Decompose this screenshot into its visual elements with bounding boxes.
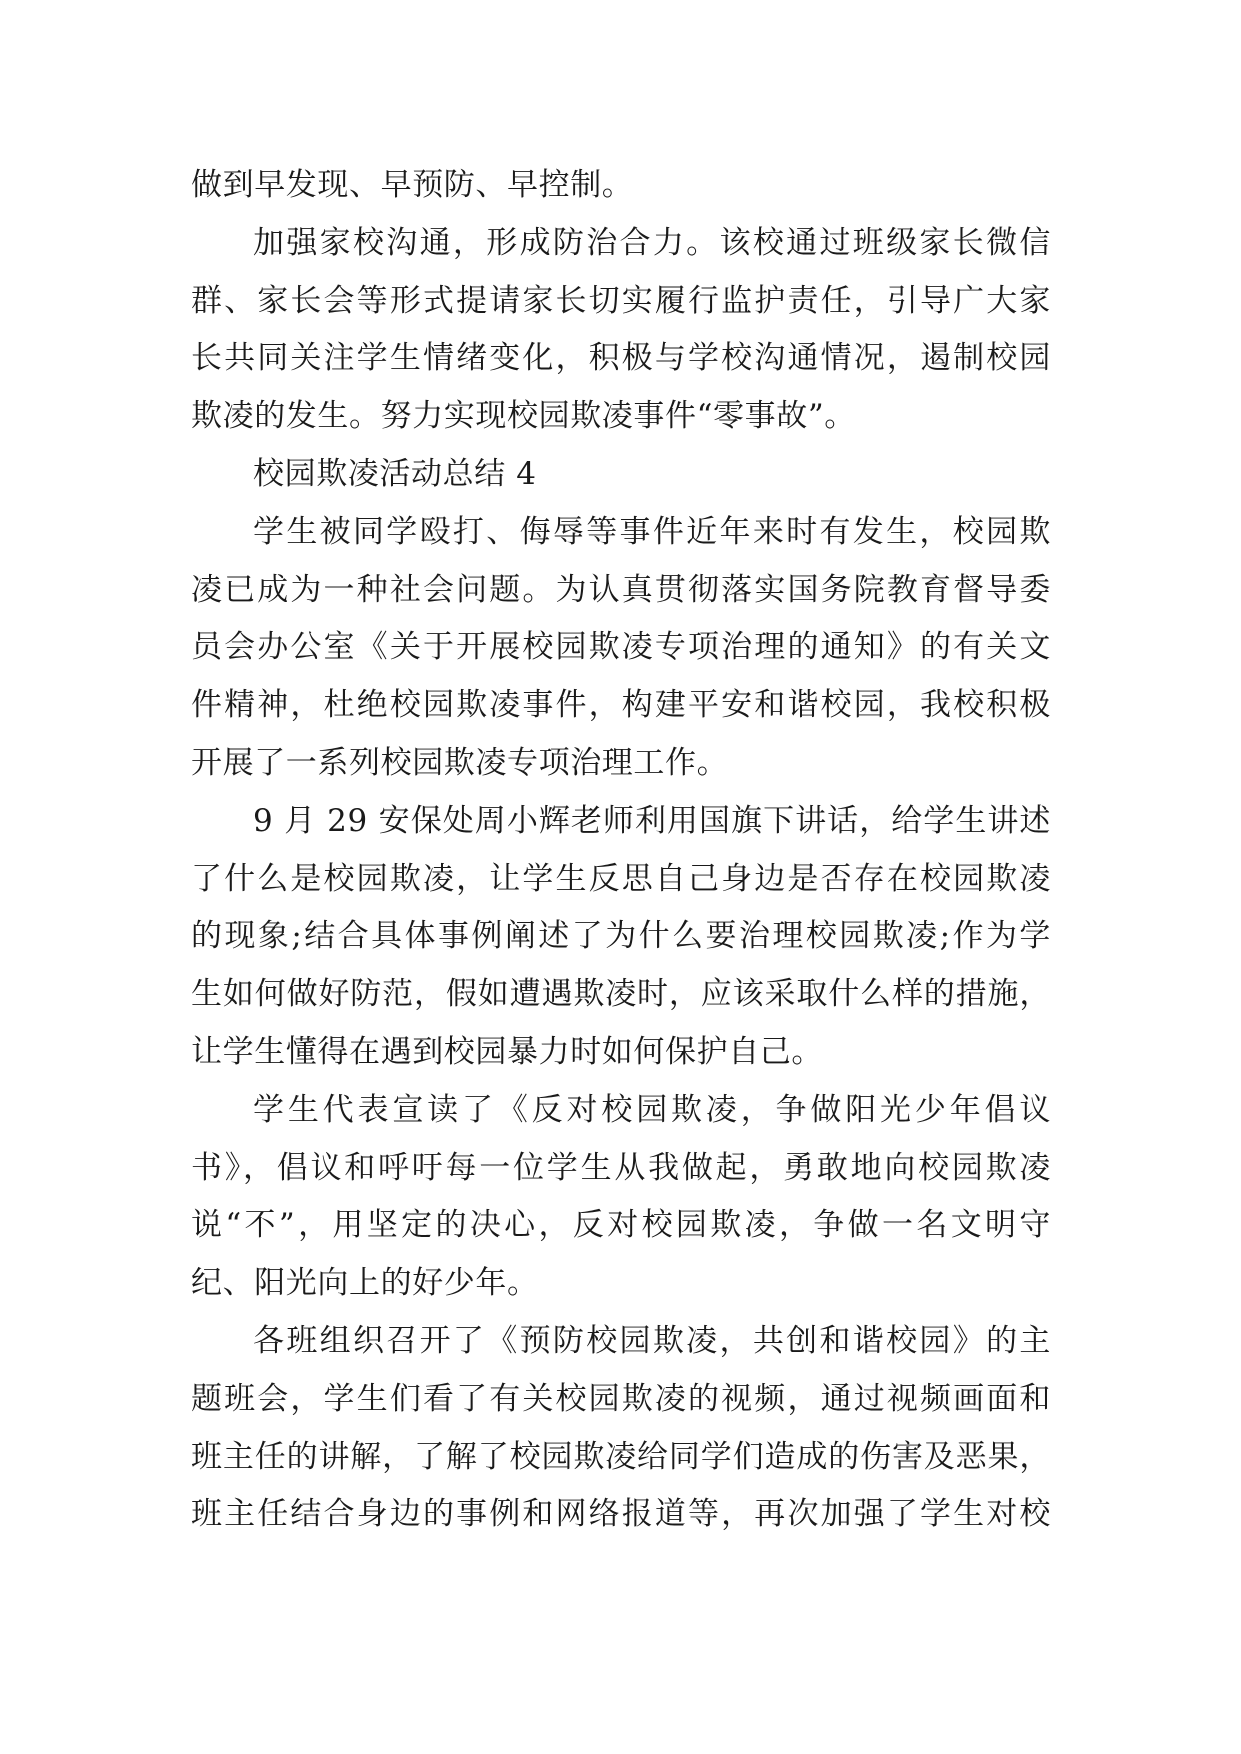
text-line: 加强家校沟通，形成防治合力。该校通过班级家长微信 — [253, 224, 1051, 261]
text-line: 说“不”，用坚定的决心，反对校园欺凌，争做一名文明守 — [191, 1207, 1051, 1244]
text-line: 开展了一系列校园欺凌专项治理工作。 — [191, 744, 729, 781]
text-line: 生如何做好防范，假如遭遇欺凌时，应该采取什么样的措施， — [191, 976, 1051, 1013]
text-line: 班主任的讲解，了解了校园欺凌给同学们造成的伤害及恶果， — [191, 1438, 1051, 1475]
text-line: 各班组织召开了《预防校园欺凌，共创和谐校园》的主 — [253, 1322, 1051, 1359]
text-line: 了什么是校园欺凌，让学生反思自己身边是否存在校园欺凌 — [191, 860, 1051, 897]
document-body — [191, 157, 1051, 1544]
text-line: 欺凌的发生。努力实现校园欺凌事件“零事故”。 — [191, 398, 856, 435]
text-line: 做到早发现、早预防、早控制。 — [191, 167, 634, 203]
text-line: 长共同关注学生情绪变化，积极与学校沟通情况，遏制校园 — [191, 340, 1051, 377]
text-line: 员会办公室《关于开展校园欺凌专项治理的通知》的有关文 — [191, 629, 1051, 666]
text-line: 书》，倡议和呼吁每一位学生从我做起，勇敢地向校园欺凌 — [191, 1149, 1051, 1186]
text-line: 班主任结合身边的事例和网络报道等，再次加强了学生对校 — [191, 1496, 1051, 1533]
text-line: 题班会，学生们看了有关校园欺凌的视频，通过视频画面和 — [191, 1380, 1051, 1417]
text-line: 凌已成为一种社会问题。为认真贯彻落实国务院教育督导委 — [191, 571, 1051, 608]
text-line: 件精神，杜绝校园欺凌事件，构建平安和谐校园，我校积极 — [191, 687, 1051, 724]
text-line: 9 月 29 安保处周小辉老师利用国旗下讲话，给学生讲述 — [253, 802, 1051, 839]
text-line: 的现象;结合具体事例阐述了为什么要治理校园欺凌;作为学 — [191, 918, 1051, 955]
text-line: 群、家长会等形式提请家长切实履行监护责任，引导广大家 — [191, 282, 1051, 319]
text-line: 学生被同学殴打、侮辱等事件近年来时有发生，校园欺 — [253, 513, 1051, 550]
text-line: 学生代表宣读了《反对校园欺凌，争做阳光少年倡议 — [253, 1091, 1051, 1128]
text-line: 校园欺凌活动总结 4 — [253, 455, 537, 492]
text-line: 让学生懂得在遇到校园暴力时如何保护自己。 — [191, 1033, 823, 1070]
text-line: 纪、阳光向上的好少年。 — [191, 1265, 539, 1302]
